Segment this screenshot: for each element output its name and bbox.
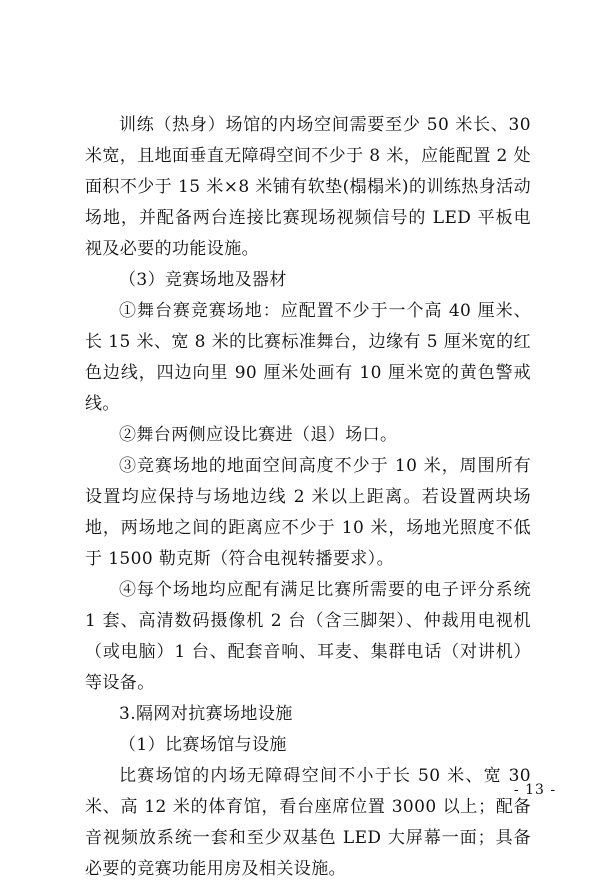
paragraph-stage-entrances: ②舞台两侧应设比赛进（退）场口。 <box>119 425 398 445</box>
paragraph-training-venue: 训练（热身）场馆的内场空间需要至少 50 米长、30 米宽，且地面垂直无障碍空间不少于 8 米，应能配置 2 处面积不少于 15 米×8 米铺有软垫(榻榻米)的训练热身活动场地，并配备两台连接比赛现场视频信号的 LED 平板电视及必要的功能设施。 <box>85 115 531 259</box>
heading-arena-facilities: （1）比赛场馆与设施 <box>119 735 287 755</box>
heading-competition-venue-equipment: （3）竞赛场地及器材 <box>119 270 287 290</box>
body-text <box>85 110 531 885</box>
page-number: - 13 - <box>513 782 557 798</box>
heading-net-sports-facilities: 3.隔网对抗赛场地设施 <box>119 704 293 724</box>
paragraph-stage-venue: ①舞台赛竞赛场地：应配置不少于一个高 40 厘米、长 15 米、宽 8 米的比赛标准舞台，边缘有 5 厘米宽的红色边线，四边向里 90 厘米处画有 10 厘米宽的黄色警戒线。 <box>85 301 531 414</box>
paragraph-venue-height: ③竞赛场地的地面空间高度不少于 10 米，周围所有设置均应保持与场地边线 2 米以上距离。若设置两块场地，两场地之间的距离应不少于 10 米，场地光照度不低于 1500 勒克斯（符合电视转播要求）。 <box>85 456 531 569</box>
paragraph-arena-requirements: 比赛场馆的内场无障碍空间不小于长 50 米、宽 30 米、高 12 米的体育馆，看台座席位置 3000 以上；配备音视频放系统一套和至少双基色 LED 大屏幕一面；具备必要的竞赛功能用房及相关设施。 <box>85 766 531 879</box>
paragraph-venue-equipment: ④每个场地均应配有满足比赛所需要的电子评分系统 1 套、高清数码摄像机 2 台（含三脚架）、仲裁用电视机（或电脑）1 台、配套音响、耳麦、集群电话（对讲机）等设备。 <box>85 580 531 693</box>
